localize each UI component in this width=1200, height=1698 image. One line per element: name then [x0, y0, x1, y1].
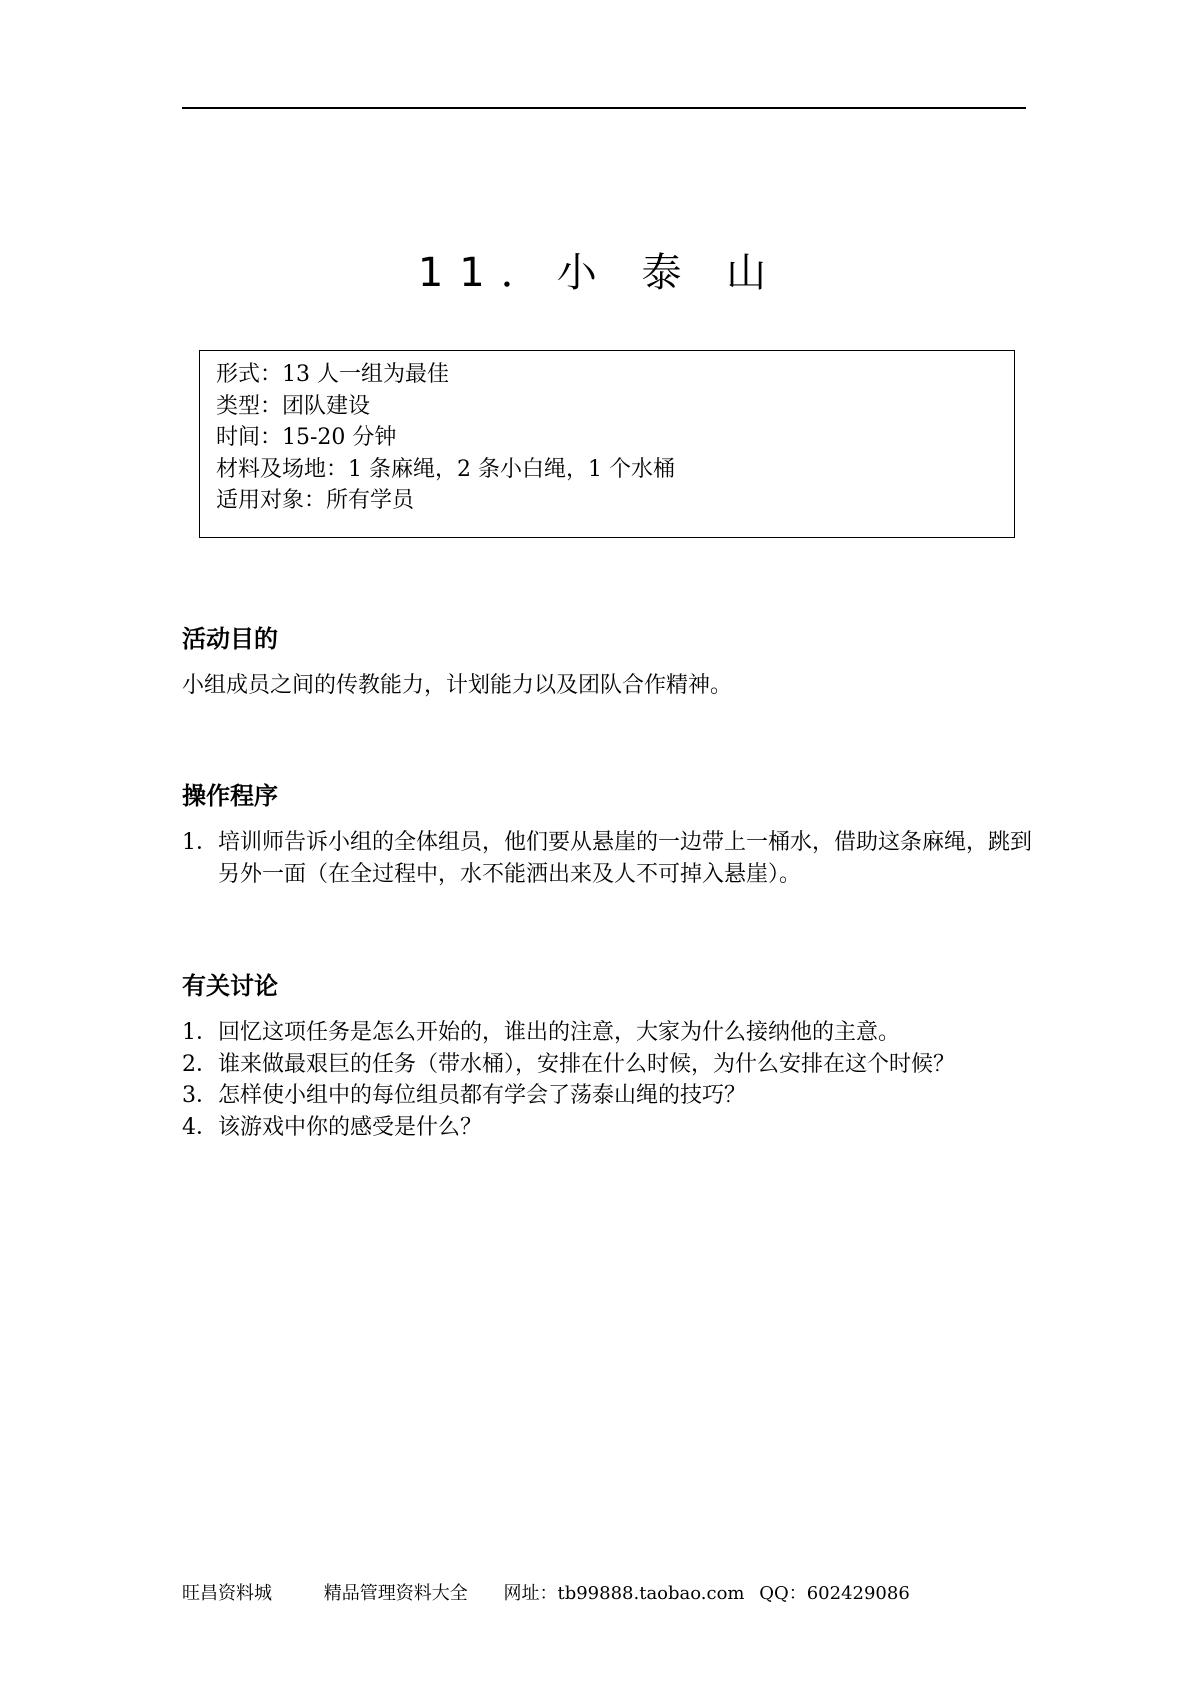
discussion-list: [182, 1017, 1032, 1143]
info-type: 类型：团队建设: [216, 393, 371, 419]
info-time: 时间：15-20 分钟: [216, 425, 397, 450]
page-title: 11．小 泰 山: [417, 250, 783, 296]
list-number: 1．: [182, 1020, 218, 1045]
page-footer: [182, 1582, 910, 1606]
discussion-item: [182, 1080, 1032, 1112]
procedure-item: [182, 827, 1032, 890]
discussion-item-text: 该游戏中你的感受是什么？: [218, 1114, 483, 1140]
footer-shop-name: 旺昌资料城: [182, 1583, 272, 1604]
discussion-item-text: 谁来做最艰巨的任务（带水桶），安排在什么时候，为什么安排在这个时候？: [218, 1051, 956, 1077]
footer-website: 网址：tb99888.taobao.com: [503, 1583, 745, 1604]
info-form: 形式：13 人一组为最佳: [216, 362, 449, 387]
procedure-list: [182, 827, 1032, 890]
list-number: 2．: [182, 1051, 218, 1077]
list-number: 3．: [182, 1083, 218, 1108]
footer-slogan: 精品管理资料大全: [323, 1583, 468, 1604]
discussion-heading: 有关讨论: [182, 972, 278, 1000]
list-number: 4．: [182, 1114, 218, 1140]
procedure-heading: 操作程序: [182, 782, 278, 810]
procedure-item-text: 培训师告诉小组的全体组员，他们要从悬崖的一边带上一桶水，借助这条麻绳，跳到另外一面（在全过程中，水不能洒出来及人不可掉入悬崖）。: [218, 830, 1033, 887]
discussion-item: [182, 1017, 1032, 1049]
discussion-item: [182, 1049, 1032, 1081]
info-materials: 材料及场地：1 条麻绳，2 条小白绳，1 个水桶: [216, 456, 675, 482]
list-number: 1．: [182, 830, 218, 855]
activity-info-box: [199, 350, 1015, 538]
info-audience: 适用对象：所有学员: [216, 488, 415, 513]
header-rule: [182, 107, 1026, 109]
discussion-item: [182, 1112, 1032, 1144]
discussion-item-text: 回忆这项任务是怎么开始的，谁出的注意，大家为什么接纳他的主意。: [218, 1020, 901, 1045]
footer-qq: QQ：602429086: [759, 1583, 910, 1604]
purpose-text: 小组成员之间的传教能力，计划能力以及团队合作精神。: [182, 673, 733, 698]
discussion-item-text: 怎样使小组中的每位组员都有学会了荡泰山绳的技巧？: [218, 1083, 747, 1108]
purpose-heading: 活动目的: [182, 625, 278, 653]
